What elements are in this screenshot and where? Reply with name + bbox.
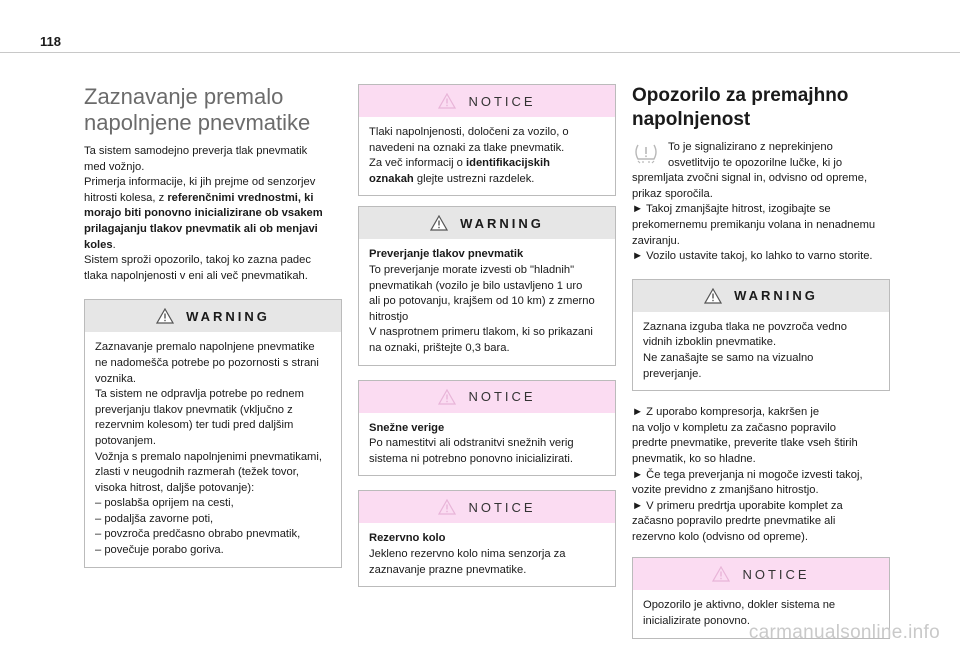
notice-box-3 xyxy=(358,490,616,587)
section-title xyxy=(84,84,342,136)
notice-label: NOTICE xyxy=(468,499,536,515)
header-rule xyxy=(0,52,960,53)
title-line-1: Zaznavanje premalo xyxy=(84,84,284,109)
warning-triangle-icon xyxy=(704,288,722,304)
warning-title: Preverjanje tlakov pnevmatik xyxy=(369,248,524,261)
notice-body: Rezervno kolo Jekleno rezervno kolo nima senzorja za zaznavanje prazne pnevmatike. xyxy=(369,532,566,576)
notice-header xyxy=(359,491,615,523)
warning-triangle-icon xyxy=(156,308,174,324)
notice-label: NOTICE xyxy=(468,389,536,405)
warning-header xyxy=(359,207,615,239)
notice-body: Opozorilo je aktivno, dokler sistema ne inicializirate ponovno. xyxy=(643,599,836,628)
notice-box-1 xyxy=(358,84,616,196)
column-3 xyxy=(632,84,890,639)
warning-body: Zaznavanje premalo napolnjene pnevmatike ne nadomešča potrebe po pozornosti s strani voznika. Ta sistem ne odpravlja potrebe po rednem preverjanju tlakov pnevmatik (vključno z rezervnim kolesom) ter tudi pred daljšim potovanjem. Vožnja s premalo napolnjenimi pnevmatikami, zlasti v neugodnih razmerah (težek tovor, visoka hitrost, daljše potovanje): – poslabša oprijem na cesti, – podaljša zavorne poti, – povzroča predčasno obrabo pnevmatik, – povečuje porabo goriva. xyxy=(95,341,322,557)
notice-label: NOTICE xyxy=(742,566,810,582)
notice-triangle-icon xyxy=(438,93,456,109)
warning-box xyxy=(358,206,616,365)
warning-header xyxy=(633,280,889,312)
info-block: To je signalizirano z neprekinjeno osvetlitvijo te opozorilne lučke, ki jo xyxy=(632,140,890,171)
title-line-2: napolnjenost xyxy=(632,109,751,130)
notice-title: Snežne verige xyxy=(369,421,445,434)
warning-triangle-icon xyxy=(430,215,448,231)
notice-box-2 xyxy=(358,380,616,477)
warning-label: WARNING xyxy=(186,308,270,324)
watermark-footer[interactable]: carmanualsonline.info xyxy=(748,622,940,643)
notice-triangle-icon xyxy=(438,499,456,515)
notice-triangle-icon xyxy=(438,389,456,405)
notice-header xyxy=(359,85,615,117)
notice-header xyxy=(359,381,615,413)
warning-label: WARNING xyxy=(734,288,818,304)
steps-paragraph: ► Z uporabo kompresorja, kakršen je na voljo v kompletu za začasno popravilo predrte pnevmatike, preverite tlake vseh štirih pnevmatik, ko so hladne. ► Če tega preverjanja ni mogoče izvesti takoj, vozite previdno z zmanjšano hitrostjo. ► V primeru predrtja uporabite komplet za začasno popravilo predrte pnevmatike ali rezervno kolo (odvisno od opreme). xyxy=(632,406,863,543)
notice-body: Snežne verige Po namestitvi ali odstranitvi snežnih verig sistema ni potrebno ponovno inicializirati. xyxy=(369,421,574,465)
intro-paragraph: Ta sistem samodejno preverja tlak pnevmatik med vožnjo. Primerja informacije, ki jih prejme od senzorjev hitrosti kolesa, z referenčnimi vrednostmi, ki morajo biti ponovno inicializirane ob vsakem prilagajanju tlakov pnevmatik ali ob menjavi koles. Sistem sproži opozorilo, takoj ko zazna padec tlaka napolnjenosti v eni ali več pnevmatikah. xyxy=(84,145,323,282)
warning-header xyxy=(85,300,341,332)
notice-header xyxy=(633,558,889,590)
warning-body: Zaznana izguba tlaka ne povzroča vedno vidnih izboklin pnevmatike. Ne zanašajte se samo na vizualno preverjanje. xyxy=(643,320,847,380)
title-line-1: Opozorilo za premajhno xyxy=(632,85,849,106)
tire-pressure-warning-icon xyxy=(632,142,660,164)
page-number: 118 xyxy=(40,34,61,49)
notice-title: Rezervno kolo xyxy=(369,532,446,545)
title-line-2: napolnjene pnevmatike xyxy=(84,110,311,135)
notice-body: Tlaki napolnjenosti, določeni za vozilo, o navedeni na oznaki za tlake pnevmatik. Za več informacij o identifikacijskih oznakah glejte ustrezni razdelek. xyxy=(369,126,569,185)
warning-box xyxy=(84,299,342,567)
info-continued: spremljata zvočni signal in, odvisno od opreme, prikaz sporočila. ► Takoj zmanjšajte hitrost, izogibajte se prekomernemu premikanju volana in nenadnemu zaviranju. ► Vozilo ustavite takoj, ko lahko to varno storite. xyxy=(632,172,876,263)
column-2 xyxy=(358,84,616,587)
section-title xyxy=(632,84,890,132)
warning-body: Preverjanje tlakov pnevmatik To preverjanje morate izvesti ob "hladnih" pnevmatikah (vozilo je bilo ustavljeno 1 uro ali po potovanju, krajšem od 10 km) z zmerno hitrostjo V nasprotnem primeru tlakom, ki so prikazani na oznaki, prištejte 0,3 bara. xyxy=(369,248,595,354)
notice-triangle-icon xyxy=(712,566,730,582)
warning-box xyxy=(632,279,890,391)
column-1 xyxy=(84,84,342,568)
warning-label: WARNING xyxy=(460,215,544,231)
notice-label: NOTICE xyxy=(468,93,536,109)
